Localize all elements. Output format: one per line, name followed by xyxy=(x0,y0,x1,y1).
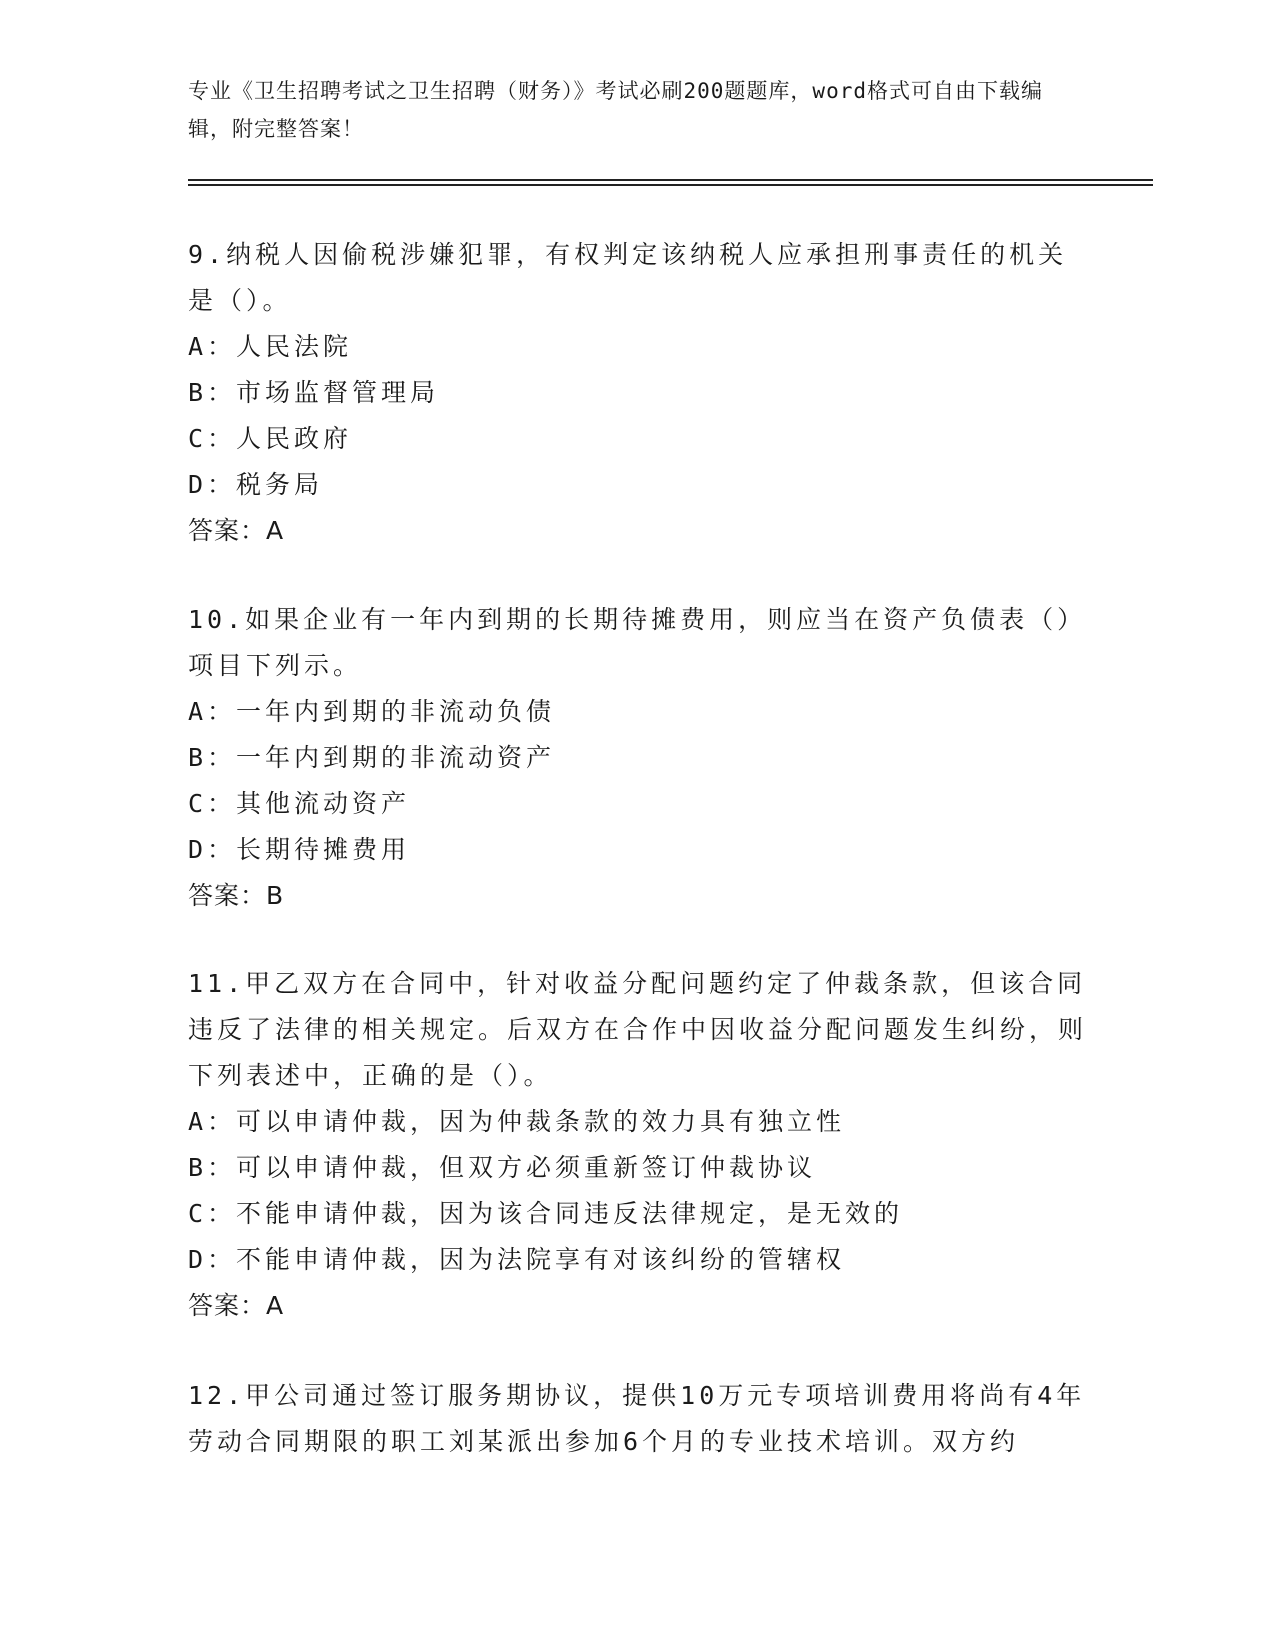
option-c: C：人民政府 xyxy=(188,424,353,453)
option-b: B：市场监督管理局 xyxy=(188,378,440,407)
answer-label: 答案：B xyxy=(188,881,285,910)
option-d: D：不能申请仲裁，因为法院享有对该纠纷的管辖权 xyxy=(188,1245,846,1274)
question-text: 10.如果企业有一年内到期的长期待摊费用，则应当在资产负债表（）项目下列示。 xyxy=(188,605,1087,680)
header-divider-bottom xyxy=(188,184,1153,186)
option-a: A：一年内到期的非流动负债 xyxy=(188,697,556,726)
header-divider-top xyxy=(188,179,1153,181)
option-a: A：人民法院 xyxy=(188,332,353,361)
question-text: 11.甲乙双方在合同中，针对收益分配问题约定了仲裁条款，但该合同违反了法律的相关规定。后双方在合作中因收益分配问题发生纠纷，则下列表述中，正确的是（）。 xyxy=(188,969,1088,1090)
answer-label: 答案：A xyxy=(188,1291,285,1320)
option-b: B：可以申请仲裁，但双方必须重新签订仲裁协议 xyxy=(188,1153,817,1182)
option-a: A：可以申请仲裁，因为仲裁条款的效力具有独立性 xyxy=(188,1107,846,1136)
option-d: D：长期待摊费用 xyxy=(188,835,411,864)
option-c: C：其他流动资产 xyxy=(188,789,411,818)
question-12 xyxy=(188,1373,1088,1465)
question-11 xyxy=(188,961,1088,1329)
option-d: D：税务局 xyxy=(188,470,324,499)
question-10 xyxy=(188,597,1088,919)
question-9 xyxy=(188,232,1088,554)
document-header: 专业《卫生招聘考试之卫生招聘（财务）》考试必刷200题题库，word格式可自由下载编辑，附完整答案！ xyxy=(188,79,1043,141)
option-c: C：不能申请仲裁，因为该合同违反法律规定，是无效的 xyxy=(188,1199,904,1228)
question-text: 9.纳税人因偷税涉嫌犯罪，有权判定该纳税人应承担刑事责任的机关是（）。 xyxy=(188,240,1068,315)
option-b: B：一年内到期的非流动资产 xyxy=(188,743,556,772)
answer-label: 答案：A xyxy=(188,516,285,545)
question-text: 12.甲公司通过签订服务期协议，提供10万元专项培训费用将尚有4年劳动合同期限的职工刘某派出参加6个月的专业技术培训。双方约 xyxy=(188,1381,1086,1456)
